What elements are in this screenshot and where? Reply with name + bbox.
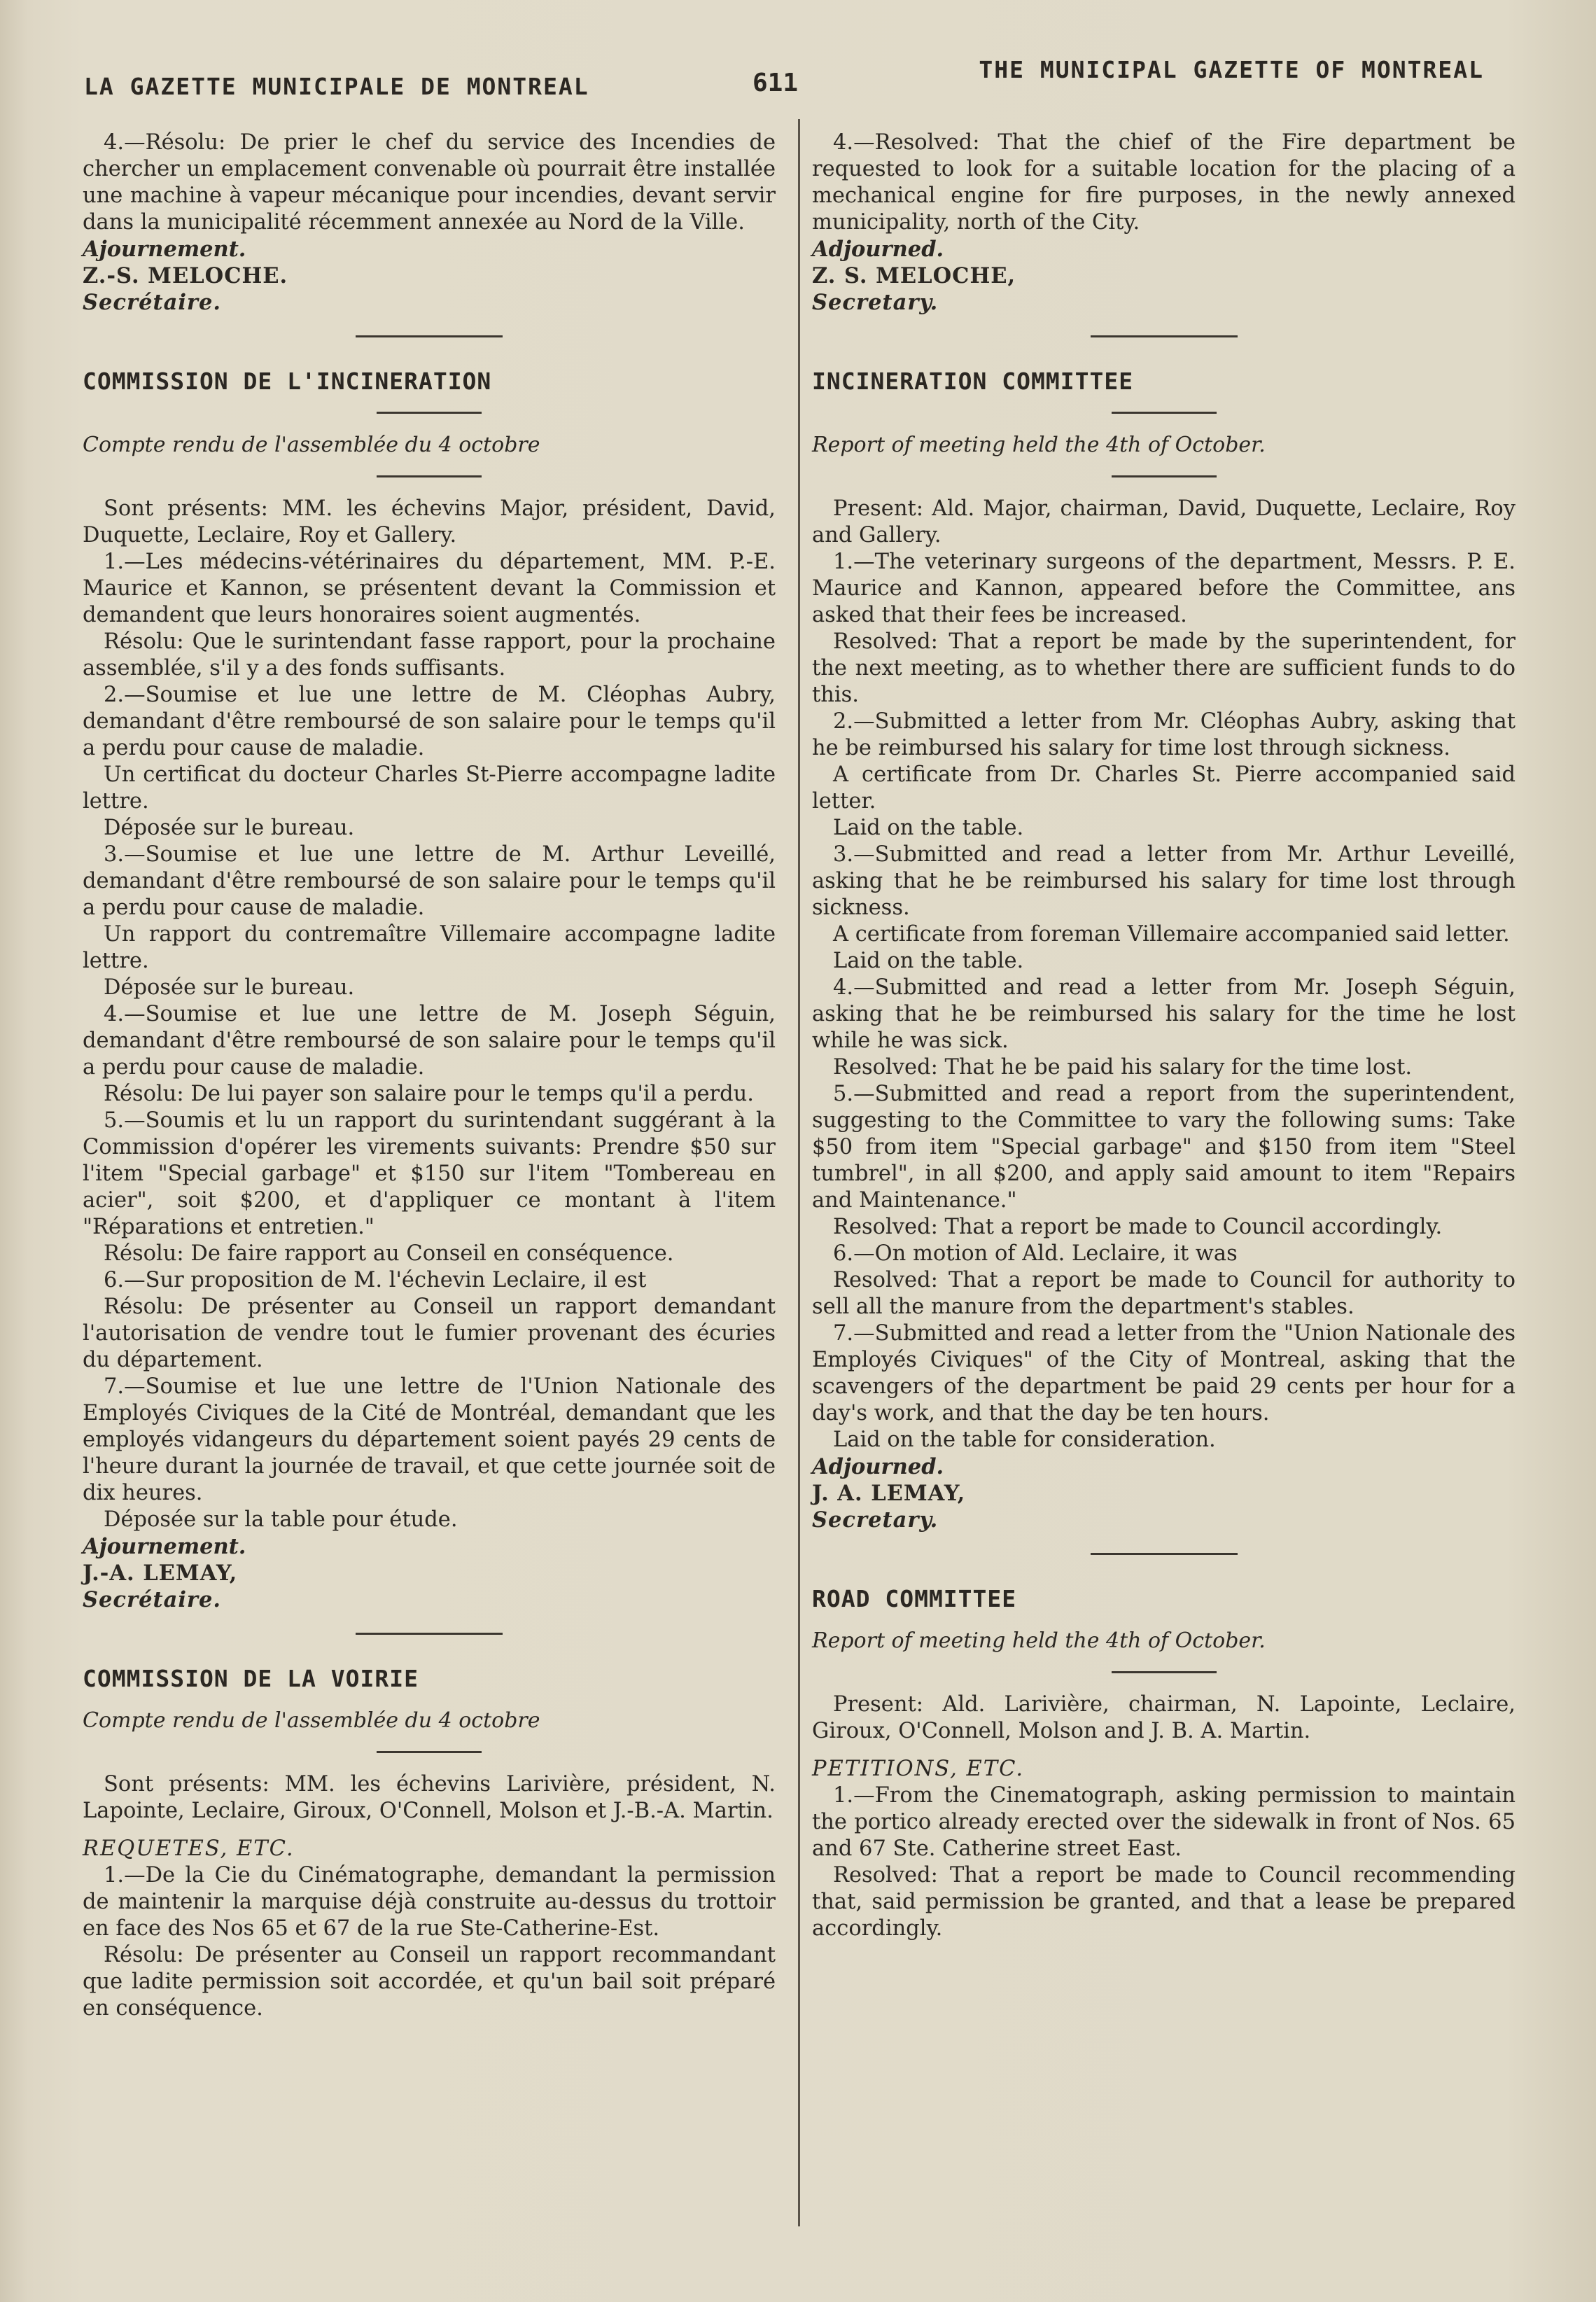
- signature-role: Secretary.: [812, 1507, 939, 1533]
- french-column: [83, 130, 776, 2022]
- section-heading: COMMISSION DE L'INCINERATION: [83, 368, 492, 395]
- paragraph: Résolu: Que le surintendant fasse rapport, pour la prochaine assemblée, s'il y a des fonds suffisants.: [83, 629, 776, 681]
- signature-role: Secretary.: [812, 290, 939, 315]
- subsection-heading: REQUETES, ETC.: [83, 1836, 295, 1861]
- paragraph: 2.—Submitted a letter from Mr. Cléophas Aubry, asking that he be reimbursed his salary for time lost through sickness.: [812, 709, 1516, 760]
- signature-block: [812, 263, 1516, 316]
- paragraph: 1.—Les médecins-vétérinaires du département, MM. P.-E. Maurice et Kannon, se présentent devant la Commission et demandent que leurs honoraires soient augmentés.: [83, 550, 776, 627]
- english-column: [812, 130, 1516, 1942]
- paragraph: Déposée sur le bureau.: [104, 975, 355, 1000]
- signature-name: J. A. LEMAY,: [812, 1481, 966, 1506]
- paragraph: A certificate from Dr. Charles St. Pierre accompanied said letter.: [812, 762, 1516, 814]
- paragraph: 4.—Soumise et lue une lettre de M. Joseph Séguin, demandant d'être remboursé de son salaire pour le temps qu'il a perdu pour cause de maladie.: [83, 1002, 776, 1080]
- paragraph: 3.—Submitted and read a letter from Mr. Arthur Leveillé, asking that he be reimbursed his salary for time lost through sickness.: [812, 842, 1516, 920]
- section-subtitle: Report of meeting held the 4th of October.: [812, 433, 1266, 457]
- signature-name: Z.-S. MELOCHE.: [83, 263, 288, 288]
- paragraph: 3.—Soumise et lue une lettre de M. Arthur Leveillé, demandant d'être remboursé de son salaire pour le temps qu'il a perdu pour cause de maladie.: [83, 842, 776, 920]
- signature-name: J.-A. LEMAY,: [83, 1561, 238, 1586]
- section-heading: ROAD COMMITTEE: [812, 1585, 1017, 1612]
- section-subtitle: Compte rendu de l'assemblée du 4 octobre: [83, 433, 540, 457]
- subsection-heading: PETITIONS, ETC.: [812, 1757, 1025, 1781]
- section-rule: [1112, 1671, 1217, 1673]
- section-rule: [377, 1751, 482, 1753]
- english-masthead: THE MUNICIPAL GAZETTE OF MONTREAL: [979, 56, 1484, 83]
- signature-role: Secrétaire.: [83, 290, 222, 315]
- french-masthead: LA GAZETTE MUNICIPALE DE MONTREAL: [84, 73, 589, 100]
- signature-role: Secrétaire.: [83, 1587, 222, 1612]
- section-heading: COMMISSION DE LA VOIRIE: [83, 1665, 419, 1692]
- signature-block: [812, 1480, 1516, 1533]
- paragraph: 6.—Sur proposition de M. l'échevin Leclaire, il est: [104, 1268, 647, 1292]
- section-rule: [377, 412, 482, 414]
- paragraph: 4.—Résolu: De prier le chef du service des Incendies de chercher un emplacement convenable où pourrait être installée une machine à vapeur mécanique pour incendies, devant servir dans la municipalité récemment annexée au Nord de la Ville.: [83, 130, 776, 235]
- section-rule: [1112, 412, 1217, 414]
- paragraph: 5.—Soumis et lu un rapport du surintendant suggérant à la Commission d'opérer les virements suivants: Prendre $50 sur l'item "Special garbage" et $150 sur l'item "Tombereau en acier", soit $200, et d'appliquer ce montant à l'item "Réparations et entretien.": [83, 1108, 776, 1239]
- paragraph: Laid on the table.: [833, 816, 1024, 840]
- paragraph: Sont présents: MM. les échevins Larivière, président, N. Lapointe, Leclaire, Giroux, O'Connell, Molson et J.-B.-A. Martin.: [83, 1772, 776, 1823]
- paragraph: Un rapport du contremaître Villemaire accompagne ladite lettre.: [83, 922, 776, 973]
- section-heading: INCINERATION COMMITTEE: [812, 368, 1134, 395]
- paragraph: 2.—Soumise et lue une lettre de M. Cléophas Aubry, demandant d'être remboursé de son salaire pour le temps qu'il a perdu pour cause de maladie.: [83, 683, 776, 760]
- section-rule: [377, 475, 482, 477]
- adjournment-label: Ajournement.: [83, 1534, 246, 1559]
- paragraph: 6.—On motion of Ald. Leclaire, it was: [833, 1241, 1238, 1266]
- signature-name: Z. S. MELOCHE,: [812, 263, 1016, 288]
- paragraph: Sont présents: MM. les échevins Major, président, David, Duquette, Leclaire, Roy et Gallery.: [83, 496, 776, 547]
- column-divider: [798, 119, 800, 2226]
- section-subtitle: Compte rendu de l'assemblée du 4 octobre: [83, 1708, 540, 1733]
- paragraph: 7.—Soumise et lue une lettre de l'Union Nationale des Employés Civiques de la Cité de Montréal, demandant que les employés vidangeurs du département soient payés 29 cents de l'heure durant la journée de travail, et que cette journée soit de dix heures.: [83, 1374, 776, 1505]
- paragraph: Déposée sur le bureau.: [104, 816, 355, 840]
- paragraph: Résolu: De présenter au Conseil un rapport demandant l'autorisation de vendre tout le fumier provenant des écuries du département.: [83, 1295, 776, 1372]
- paragraph: Resolved: That a report be made by the superintendent, for the next meeting, as to whether there are sufficient funds to do this.: [812, 629, 1516, 707]
- section-rule: [1091, 1553, 1238, 1555]
- paragraph: Laid on the table for consideration.: [833, 1428, 1216, 1452]
- page-header: [77, 55, 1484, 104]
- paragraph: 1.—From the Cinematograph, asking permission to maintain the portico already erected over the sidewalk in front of Nos. 65 and 67 Ste. Catherine street East.: [812, 1783, 1516, 1861]
- paragraph: 4.—Submitted and read a letter from Mr. Joseph Séguin, asking that he be reimbursed his salary for the time he lost while he was sick.: [812, 975, 1516, 1053]
- signature-block: [83, 1560, 776, 1613]
- paragraph: Resolved: That he be paid his salary for the time lost.: [833, 1055, 1413, 1080]
- section-rule: [356, 1633, 503, 1635]
- paragraph: 5.—Submitted and read a report from the superintendent, suggesting to the Committee to vary the following sums: Take $50 from item "Special garbage" and $150 from item "Steel tumbrel", in all $200, and apply said amount to item "Repairs and Maintenance.": [812, 1082, 1516, 1213]
- paragraph: Résolu: De présenter au Conseil un rapport recommandant que ladite permission soit accordée, et qu'un bail soit préparé en conséquence.: [83, 1943, 776, 2021]
- paragraph: Déposée sur la table pour étude.: [104, 1507, 458, 1532]
- paragraph: Present: Ald. Larivière, chairman, N. Lapointe, Leclaire, Giroux, O'Connell, Molson and J. B. A. Martin.: [812, 1692, 1516, 1743]
- adjournment-label: Ajournement.: [83, 237, 246, 262]
- paragraph: Résolu: De faire rapport au Conseil en conséquence.: [104, 1241, 674, 1266]
- section-rule: [356, 335, 503, 337]
- paragraph: Laid on the table.: [833, 949, 1024, 973]
- paragraph: Present: Ald. Major, chairman, David, Duquette, Leclaire, Roy and Gallery.: [812, 496, 1516, 547]
- paragraph: 4.—Resolved: That the chief of the Fire department be requested to look for a suitable location for the placing of a mechanical engine for fire purposes, in the newly annexed municipality, north of the City.: [812, 130, 1516, 235]
- paragraph: Un certificat du docteur Charles St-Pierre accompagne ladite lettre.: [83, 762, 776, 814]
- paragraph: 7.—Submitted and read a letter from the "Union Nationale des Employés Civiques" of the City of Montreal, asking that the scavengers of the department be paid 29 cents per hour for a day's work, and that the day be ten hours.: [812, 1321, 1516, 1425]
- paragraph: 1.—De la Cie du Cinématographe, demandant la permission de maintenir la marquise déjà construite au-dessus du trottoir en face des Nos 65 et 67 de la rue Ste-Catherine-Est.: [83, 1863, 776, 1941]
- section-subtitle: Report of meeting held the 4th of October.: [812, 1628, 1266, 1653]
- section-rule: [1112, 475, 1217, 477]
- paragraph: Resolved: That a report be made to Council for authority to sell all the manure from the department's stables.: [812, 1268, 1516, 1319]
- paragraph: A certificate from foreman Villemaire accompanied said letter.: [833, 922, 1510, 947]
- paragraph: Résolu: De lui payer son salaire pour le temps qu'il a perdu.: [104, 1082, 754, 1106]
- paragraph: 1.—The veterinary surgeons of the department, Messrs. P. E. Maurice and Kannon, appeared before the Committee, ans asked that their fees be increased.: [812, 550, 1516, 627]
- signature-block: [83, 263, 776, 316]
- section-rule: [1091, 335, 1238, 337]
- paragraph: Resolved: That a report be made to Council accordingly.: [833, 1215, 1443, 1239]
- adjournment-label: Adjourned.: [812, 1454, 944, 1479]
- page-number: 611: [752, 69, 799, 97]
- paragraph: Resolved: That a report be made to Council recommending that, said permission be granted, and that a lease be prepared accordingly.: [812, 1863, 1516, 1941]
- adjournment-label: Adjourned.: [812, 237, 944, 262]
